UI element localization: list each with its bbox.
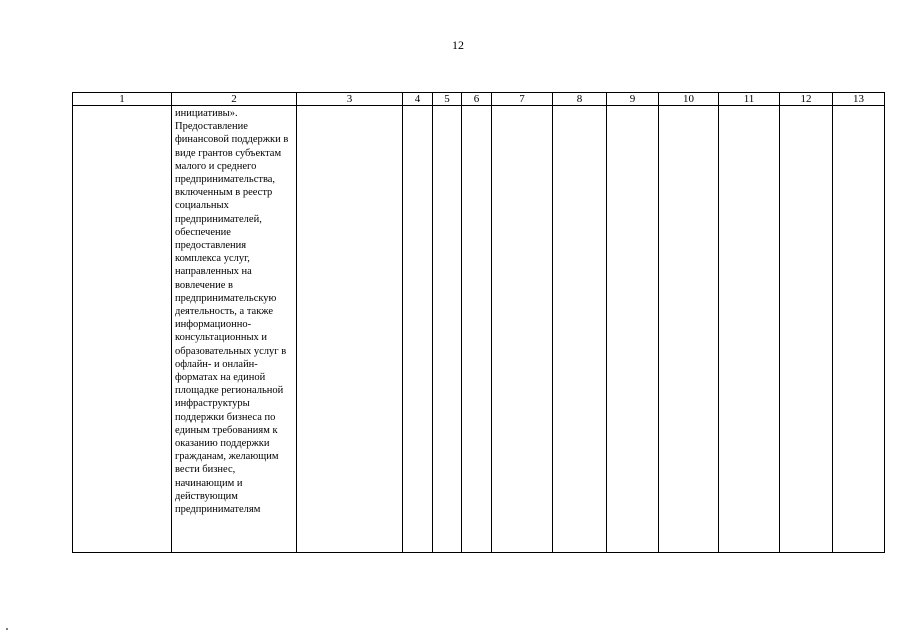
table-cell-col-1 [73, 106, 172, 553]
column-header-12: 12 [780, 93, 833, 106]
column-header-13: 13 [833, 93, 885, 106]
column-header-3: 3 [297, 93, 403, 106]
column-header-4: 4 [403, 93, 433, 106]
column-header-10: 10 [659, 93, 719, 106]
column-header-11: 11 [719, 93, 780, 106]
column-header-7: 7 [492, 93, 553, 106]
table-cell-col-2 [172, 106, 297, 553]
column-header-6: 6 [462, 93, 492, 106]
table-cell-col-13 [833, 106, 885, 553]
column-header-2: 2 [172, 93, 297, 106]
column-header-9: 9 [607, 93, 659, 106]
column-header-5: 5 [433, 93, 462, 106]
table-cell-col-11 [719, 106, 780, 553]
table-cell-col-6 [462, 106, 492, 553]
table-cell-col-3 [297, 106, 403, 553]
page-number: 12 [452, 38, 464, 52]
column-header-1: 1 [73, 93, 172, 106]
column-header-8: 8 [553, 93, 607, 106]
table-cell-col-4 [403, 106, 433, 553]
table-cell-col-12 [780, 106, 833, 553]
table-row [73, 106, 885, 553]
table-cell-col-9 [607, 106, 659, 553]
table-header-row [73, 93, 885, 106]
measure-description: инициативы». Предоставление финансовой поддержки в виде грантов субъектам малого и среднего предпринимательства, включенным в реестр социальных предпринимателей, обеспечение предоставления комплекса услуг, направленных на вовлечение в предпринимательскую деятельность, а также информационно-консультационных и образовательных услуг в офлайн- и онлайн-форматах на единой площадке региональной инфраструктуры поддержки бизнеса по единым требованиям к оказанию поддержки гражданам, желающим вести бизнес, начинающим и действующим предпринимателям [175, 108, 289, 516]
table-cell-col-10 [659, 106, 719, 553]
table-cell-col-7 [492, 106, 553, 553]
scan-speck [6, 628, 8, 630]
table-cell-col-5 [433, 106, 462, 553]
table-cell-col-8 [553, 106, 607, 553]
document-table [72, 92, 885, 553]
